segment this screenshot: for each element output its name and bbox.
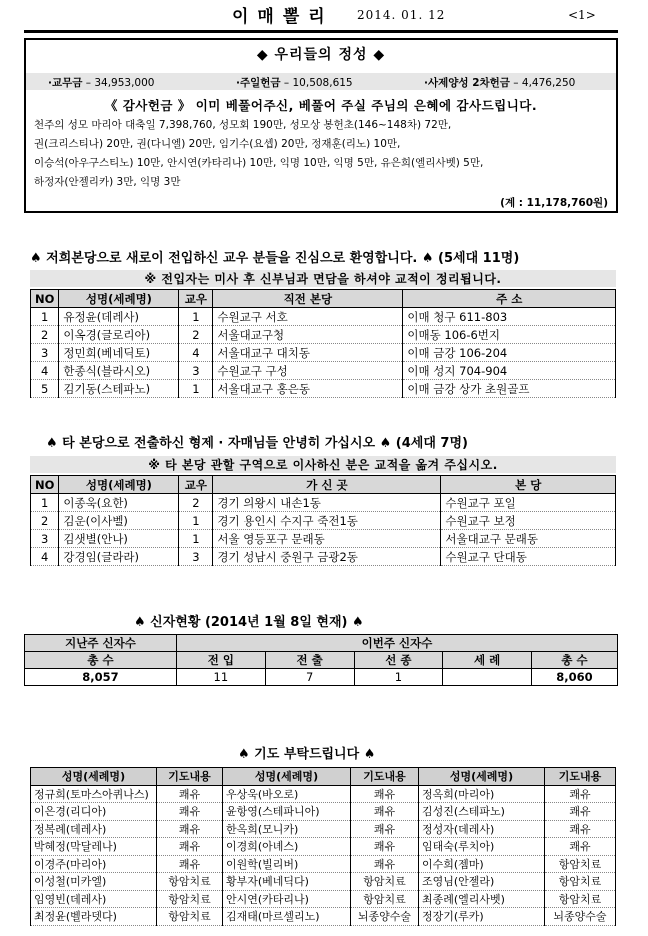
cell-family: 1 xyxy=(179,308,213,326)
col-no: NO xyxy=(31,290,59,308)
col-intent-3: 기도내용 xyxy=(545,768,616,786)
cell-no: 1 xyxy=(31,494,59,512)
cell-last-total: 8,057 xyxy=(25,669,177,686)
offering-item-2 xyxy=(236,75,353,90)
offering-value: – 34,953,000 xyxy=(85,77,155,89)
departures-heading: ♠ 타 본당으로 전출하신 형제 · 자매님들 안녕히 가십시오 ♠ (4세대 7명) xyxy=(46,436,468,451)
col-deceased: 선 종 xyxy=(354,652,443,669)
cell-name: 이경주(마리아) xyxy=(31,855,157,873)
offering-summary xyxy=(26,73,616,90)
table-row xyxy=(31,855,616,873)
col-name-1: 성명(세례명) xyxy=(31,768,157,786)
cell-name: 이은경(리디아) xyxy=(31,803,157,821)
cell-name: 이수희(젬마) xyxy=(419,855,545,873)
col-prev-parish: 직전 본당 xyxy=(213,290,403,308)
cell-intent: 쾌유 xyxy=(157,785,223,803)
cell-no: 2 xyxy=(31,512,59,530)
cell-name: 이옥경(글로리아) xyxy=(59,326,179,344)
cell-intent: 항암치료 xyxy=(545,873,616,891)
cell-intent: 쾌유 xyxy=(351,838,419,856)
cell-name: 김기동(스테파노) xyxy=(59,380,179,398)
cell-intent: 쾌유 xyxy=(157,820,223,838)
believers-table xyxy=(24,634,618,686)
cell-name: 최정윤(벨라뎃다) xyxy=(31,908,157,926)
cell-name: 최종례(엘리사벳) xyxy=(419,890,545,908)
cell-baptized xyxy=(443,669,532,686)
cell-intent: 쾌유 xyxy=(545,820,616,838)
cell-parish: 수원교구 구성 xyxy=(213,362,403,380)
cell-address: 이매 청구 611-803 xyxy=(403,308,616,326)
cell-intent: 쾌유 xyxy=(157,838,223,856)
cell-family: 3 xyxy=(179,362,213,380)
table-row xyxy=(31,820,616,838)
cell-family: 1 xyxy=(179,530,213,548)
table-row xyxy=(31,512,616,530)
issue-date: 2014. 01. 12 xyxy=(357,8,446,22)
cell-no: 3 xyxy=(31,344,59,362)
newcomers-note-wrap xyxy=(30,270,616,287)
cell-intent: 쾌유 xyxy=(351,855,419,873)
table-row xyxy=(31,785,616,803)
cell-parish: 서울대교구 대치동 xyxy=(213,344,403,362)
cell-intent: 쾌유 xyxy=(157,855,223,873)
cell-name: 강경임(글라라) xyxy=(59,548,179,566)
cell-intent: 항암치료 xyxy=(157,908,223,926)
prayers-heading: ♠ 기도 부탁드립니다 ♠ xyxy=(238,747,376,762)
cell-moved-in: 11 xyxy=(177,669,266,686)
col-this-total: 총 수 xyxy=(532,652,618,669)
cell-family: 2 xyxy=(179,326,213,344)
cell-intent: 항암치료 xyxy=(545,890,616,908)
cell-address: 이매동 106-6번지 xyxy=(403,326,616,344)
table-row xyxy=(31,908,616,926)
offering-value: – 10,508,615 xyxy=(283,77,353,89)
col-destination: 가 신 곳 xyxy=(213,476,441,494)
cell-intent: 쾌유 xyxy=(545,803,616,821)
cell-parish: 서울대교구 홍은동 xyxy=(213,380,403,398)
offering-label: ·사제양성 2차헌금 xyxy=(424,77,510,89)
cell-name: 정복례(데레사) xyxy=(31,820,157,838)
cell-intent: 항암치료 xyxy=(157,890,223,908)
cell-name: 임영빈(데레사) xyxy=(31,890,157,908)
newsletter-title: 이매뽈리 xyxy=(232,7,334,27)
thanks-total: (계 : 11,178,760원) xyxy=(500,197,608,209)
cell-name: 김샛별(안나) xyxy=(59,530,179,548)
cell-name: 조영님(안젤라) xyxy=(419,873,545,891)
cell-name: 정장기(루카) xyxy=(419,908,545,926)
col-intent-1: 기도내용 xyxy=(157,768,223,786)
cell-parish: 수원교구 포일 xyxy=(441,494,616,512)
cell-name: 정옥희(마리아) xyxy=(419,785,545,803)
col-moved-in: 전 입 xyxy=(177,652,266,669)
table-row xyxy=(31,873,616,891)
cell-intent: 항암치료 xyxy=(351,873,419,891)
cell-no: 4 xyxy=(31,548,59,566)
page-number: <1> xyxy=(568,8,596,22)
table-row xyxy=(31,530,616,548)
cell-name: 박혜정(막달레나) xyxy=(31,838,157,856)
col-name: 성명(세례명) xyxy=(59,476,179,494)
cell-name: 한종식(블라시오) xyxy=(59,362,179,380)
cell-family: 2 xyxy=(179,494,213,512)
table-header-row xyxy=(31,476,616,494)
offering-value: – 4,476,250 xyxy=(513,77,576,89)
cell-no: 3 xyxy=(31,530,59,548)
departures-note: ※ 타 본당 관할 구역으로 이사하신 분은 교적을 옮겨 주십시오. xyxy=(30,456,616,473)
col-no: NO xyxy=(31,476,59,494)
table-header-row xyxy=(31,768,616,786)
cell-intent: 쾌유 xyxy=(351,803,419,821)
cell-intent: 쾌유 xyxy=(351,820,419,838)
col-parish: 본 당 xyxy=(441,476,616,494)
cell-parish: 수원교구 단대동 xyxy=(441,548,616,566)
cell-this-total: 8,060 xyxy=(532,669,618,686)
cell-intent: 뇌종양수술 xyxy=(545,908,616,926)
cell-name: 김성진(스테파노) xyxy=(419,803,545,821)
table-row xyxy=(31,362,616,380)
cell-name: 윤항영(스테파니아) xyxy=(223,803,351,821)
cell-family: 3 xyxy=(179,548,213,566)
cell-name: 이종욱(요한) xyxy=(59,494,179,512)
cell-no: 4 xyxy=(31,362,59,380)
table-row xyxy=(31,838,616,856)
col-last-total: 총 수 xyxy=(25,652,177,669)
table-row xyxy=(31,344,616,362)
table-row xyxy=(31,803,616,821)
cell-name: 김운(이사벨) xyxy=(59,512,179,530)
thanks-line: 이승석(아우구스티노) 10만, 안시연(카타리나) 10만, 익명 10만, 익명 5만, 유은희(엘리사벳) 5만, xyxy=(34,157,484,169)
col-name-3: 성명(세례명) xyxy=(419,768,545,786)
cell-deceased: 1 xyxy=(354,669,443,686)
newcomers-table xyxy=(30,289,616,398)
table-subheader-row xyxy=(25,652,618,669)
cell-intent: 쾌유 xyxy=(545,785,616,803)
cell-name: 정성자(데레사) xyxy=(419,820,545,838)
cell-intent: 뇌종양수술 xyxy=(351,908,419,926)
cell-parish: 서울대교구청 xyxy=(213,326,403,344)
col-family: 교우 xyxy=(179,476,213,494)
cell-name: 이성철(미카엘) xyxy=(31,873,157,891)
col-name: 성명(세례명) xyxy=(59,290,179,308)
offering-label: ·주일헌금 xyxy=(236,77,281,89)
cell-name: 이경희(아녜스) xyxy=(223,838,351,856)
col-this-week: 이번주 신자수 xyxy=(177,635,618,652)
cell-intent: 항암치료 xyxy=(351,890,419,908)
departures-note-wrap xyxy=(30,456,616,473)
col-moved-out: 전 출 xyxy=(265,652,354,669)
table-row xyxy=(31,494,616,512)
cell-intent: 쾌유 xyxy=(157,803,223,821)
thanks-title: 《 감사헌금 》 이미 베풀어주신, 베풀어 주실 주님의 은혜에 감사드립니다. xyxy=(104,98,538,113)
table-row xyxy=(31,548,616,566)
cell-address: 이매 금강 106-204 xyxy=(403,344,616,362)
table-row xyxy=(31,308,616,326)
cell-parish: 서울대교구 문래동 xyxy=(441,530,616,548)
cell-destination: 서울 영등포구 문래동 xyxy=(213,530,441,548)
cell-name: 우상욱(바오로) xyxy=(223,785,351,803)
table-row xyxy=(31,326,616,344)
col-name-2: 성명(세례명) xyxy=(223,768,351,786)
cell-address: 이매 금강 상가 초원골프 xyxy=(403,380,616,398)
cell-name: 김재태(마르셀리노) xyxy=(223,908,351,926)
cell-family: 4 xyxy=(179,344,213,362)
col-family: 교우 xyxy=(179,290,213,308)
cell-no: 5 xyxy=(31,380,59,398)
thanks-line: 천주의 성모 마리아 대축일 7,398,760, 성모회 190만, 성모상 봉헌초(146~148차) 72만, xyxy=(34,119,452,131)
offering-label: ·교무금 xyxy=(48,77,83,89)
offering-item-1 xyxy=(48,75,154,90)
thanks-line: 권(크리스티나) 20만, 권(다니엘) 20만, 임기수(요셉) 20만, 정재훈(리노) 10만, xyxy=(34,138,401,150)
cell-intent: 항암치료 xyxy=(545,855,616,873)
col-intent-2: 기도내용 xyxy=(351,768,419,786)
col-address: 주 소 xyxy=(403,290,616,308)
thanks-line: 하정자(안젤리카) 3만, 익명 3만 xyxy=(34,176,181,188)
cell-name: 안시연(카타리나) xyxy=(223,890,351,908)
table-row xyxy=(25,669,618,686)
cell-destination: 경기 의왕시 내손1동 xyxy=(213,494,441,512)
cell-parish: 수원교구 보정 xyxy=(441,512,616,530)
prayers-table xyxy=(30,767,616,926)
cell-destination: 경기 성남시 중원구 금광2동 xyxy=(213,548,441,566)
col-baptized: 세 례 xyxy=(443,652,532,669)
cell-name: 황부자(베네딕다) xyxy=(223,873,351,891)
cell-no: 1 xyxy=(31,308,59,326)
cell-intent: 쾌유 xyxy=(545,838,616,856)
cell-parish: 수원교구 서호 xyxy=(213,308,403,326)
cell-family: 1 xyxy=(179,380,213,398)
table-header-row xyxy=(25,635,618,652)
cell-intent: 항암치료 xyxy=(157,873,223,891)
cell-name: 한옥희(모니카) xyxy=(223,820,351,838)
departures-table xyxy=(30,475,616,566)
cell-name: 임태숙(루치아) xyxy=(419,838,545,856)
table-row xyxy=(31,380,616,398)
cell-moved-out: 7 xyxy=(265,669,354,686)
offering-title: ◆ 우리들의 정성 ◆ xyxy=(256,47,386,63)
table-row xyxy=(31,890,616,908)
offering-box xyxy=(24,38,618,213)
newcomers-note: ※ 전입자는 미사 후 신부님과 면담을 하셔야 교적이 정리됩니다. xyxy=(30,270,616,287)
cell-destination: 경기 용인시 수지구 죽전1동 xyxy=(213,512,441,530)
cell-name: 유정윤(데레사) xyxy=(59,308,179,326)
col-last-week: 지난주 신자수 xyxy=(25,635,177,652)
offering-item-3 xyxy=(424,75,575,90)
header-rule xyxy=(24,30,618,33)
cell-address: 이매 성지 704-904 xyxy=(403,362,616,380)
newcomers-heading: ♠ 저희본당으로 새로이 전입하신 교우 분들을 진심으로 환영합니다. ♠ (5세대 11명) xyxy=(30,251,520,266)
cell-no: 2 xyxy=(31,326,59,344)
cell-intent: 쾌유 xyxy=(351,785,419,803)
cell-family: 1 xyxy=(179,512,213,530)
cell-name: 정규희(토마스아퀴나스) xyxy=(31,785,157,803)
cell-name: 이원학(빌리버) xyxy=(223,855,351,873)
table-header-row xyxy=(31,290,616,308)
believers-heading: ♠ 신자현황 (2014년 1월 8일 현재) ♠ xyxy=(134,615,364,630)
cell-name: 정민희(베네딕토) xyxy=(59,344,179,362)
